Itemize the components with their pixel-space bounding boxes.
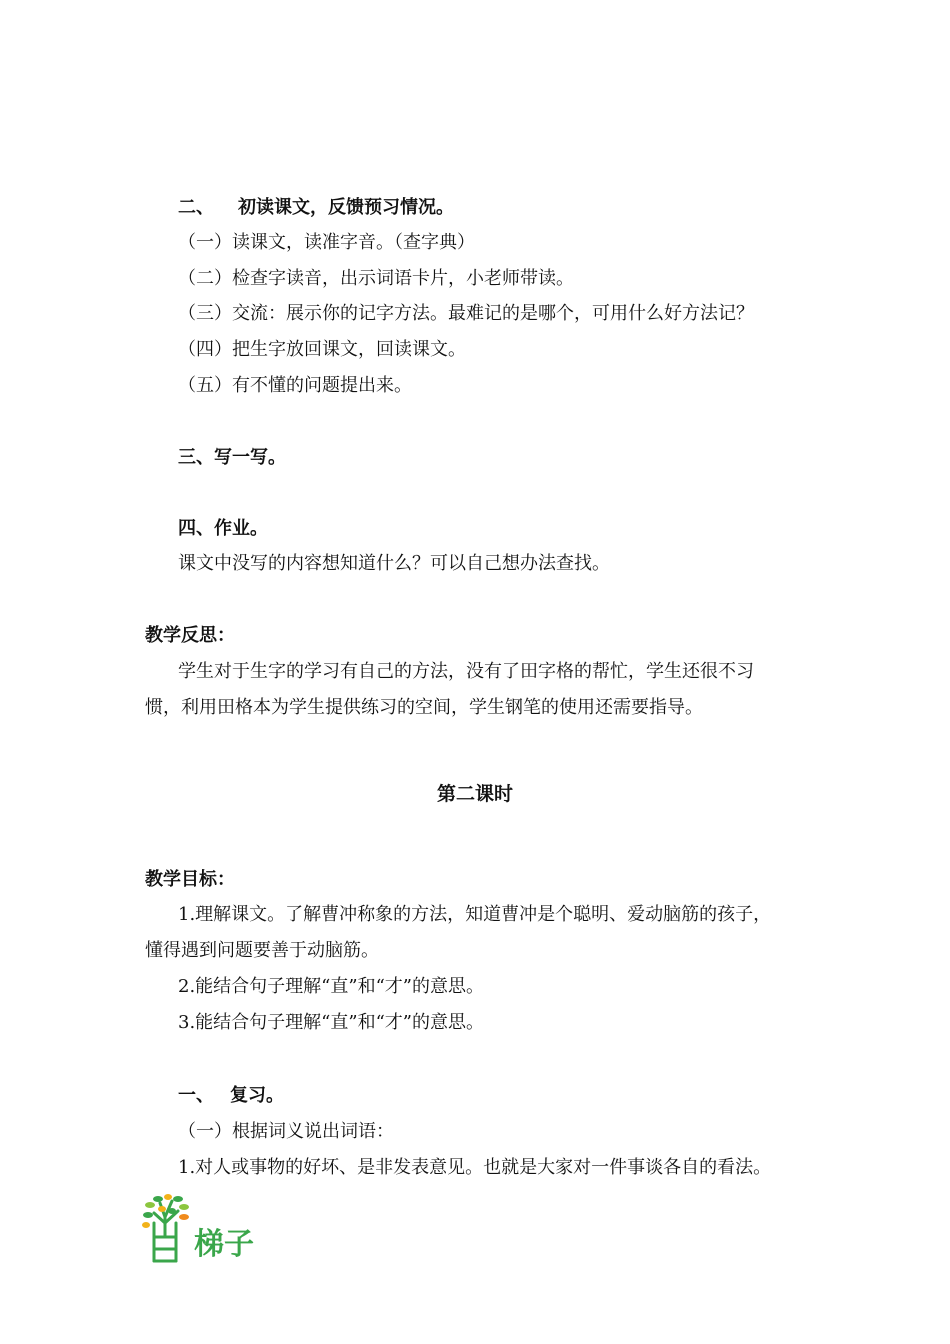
reflection-heading: 教学反思：: [145, 625, 235, 646]
section2-item-1: （一）读课文，读准字音。（查字典）: [178, 232, 475, 253]
reflection-line-1: 学生对于生字的学习有自己的方法，没有了田字格的帮忙，学生还很不习: [178, 661, 754, 682]
review-heading-text: 复习。: [230, 1085, 284, 1106]
review-heading-number: 一、: [178, 1085, 214, 1106]
section2-item-3: （三）交流：展示你的记字方法。最难记的是哪个，可用什么好方法记？: [178, 303, 754, 324]
tizi-logo: [142, 1193, 274, 1267]
review-heading: [178, 1084, 284, 1108]
section4-body: 课文中没写的内容想知道什么？可以自己想办法查找。: [178, 553, 610, 574]
goal-2: 2.能结合句子理解“直”和“才”的意思。: [178, 976, 484, 997]
goals-heading: 教学目标：: [145, 869, 235, 890]
section2-heading-number: 二、: [178, 197, 214, 218]
section2-item-5: （五）有不懂的问题提出来。: [178, 375, 412, 396]
review-sub-1: （一）根据词义说出词语：: [178, 1121, 394, 1142]
review-item-1: 1.对人或事物的好坏、是非发表意见。也就是大家对一件事谈各自的看法。: [178, 1157, 772, 1178]
section2-heading: [178, 196, 454, 220]
section3-heading: 三、写一写。: [178, 447, 286, 468]
lesson2-title: 第二课时: [436, 783, 513, 805]
section2-item-2: （二）检查字读音，出示词语卡片，小老师带读。: [178, 268, 574, 289]
section4-heading: 四、作业。: [178, 518, 268, 539]
section2-heading-text: 初读课文，反馈预习情况。: [238, 197, 454, 218]
goal-3: 3.能结合句子理解“直”和“才”的意思。: [178, 1012, 484, 1033]
reflection-line-2: 惯，利用田格本为学生提供练习的空间，学生钢笔的使用还需要指导。: [145, 697, 703, 718]
goal-1-line-2: 懂得遇到问题要善于动脑筋。: [145, 940, 379, 961]
section2-item-4: （四）把生字放回课文，回读课文。: [178, 339, 466, 360]
goal-1-line-1: 1.理解课文。了解曹冲称象的方法，知道曹冲是个聪明、爱动脑筋的孩子，: [178, 904, 772, 925]
logo-text: 梯子: [194, 1227, 254, 1262]
